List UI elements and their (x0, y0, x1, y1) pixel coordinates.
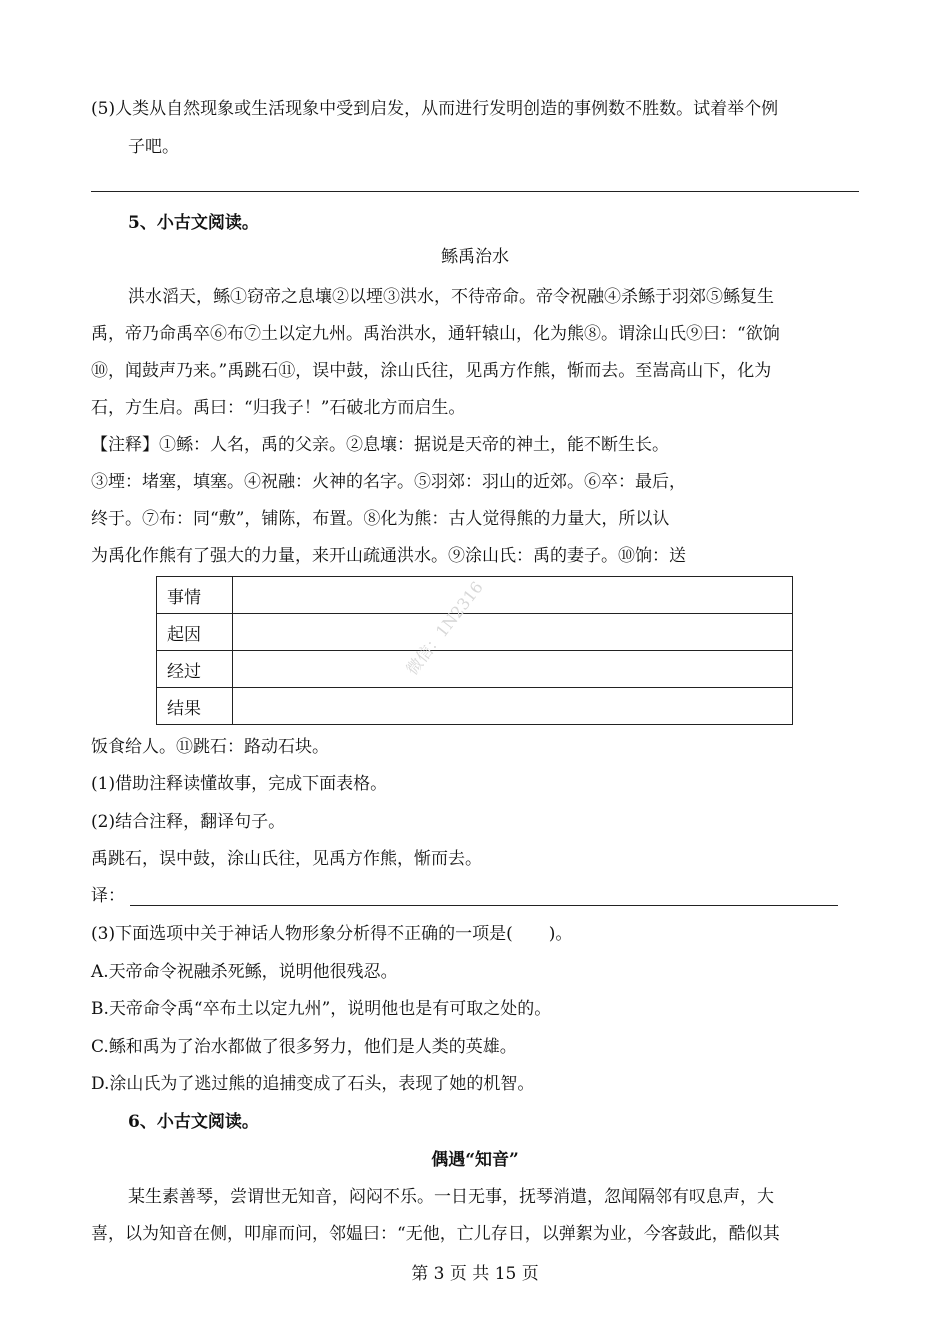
q5-notes-line: 为禹化作熊有了强大的力量，来开山疏通洪水。⑨涂山氏：禹的妻子。⑩饷：送 (91, 546, 686, 566)
page-footer: 第 3 页 共 15 页 (411, 1264, 539, 1284)
q5-passage-line: 石，方生启。禹曰：“归我子！”石破北方而启生。 (91, 398, 466, 418)
translate-label: 译： (91, 886, 125, 906)
q5-sub3-suffix: )。 (548, 924, 573, 944)
answer-line (91, 191, 859, 192)
table-row (157, 688, 793, 725)
q5-sentence: 禹跳石，误中鼓，涂山氏往，见禹方作熊，惭而去。 (91, 849, 482, 869)
q6-passage-line: 喜，以为知音在侧，叩扉而问，邻媪曰：“无他，亡儿存日，以弹絮为业，今客鼓此，酷似其 (91, 1224, 780, 1244)
q5-sub2: (2)结合注释，翻译句子。 (91, 812, 286, 832)
q5-passage-line: 洪水滔天，鲧①窃帝之息壤②以堙③洪水，不待帝命。帝令祝融④杀鲧于羽郊⑤鲧复生 (128, 287, 774, 307)
table-label: 事情 (157, 577, 233, 614)
table-answer-cell[interactable] (233, 688, 793, 725)
q5-notes-end: 饭食给人。⑪跳石：路动石块。 (91, 737, 329, 757)
q5-title: 鲧禹治水 (441, 247, 509, 267)
q5-sub1: (1)借助注释读懂故事，完成下面表格。 (91, 774, 388, 794)
q5-heading: 5、小古文阅读。 (128, 213, 259, 233)
q4-item5-line1: (5)人类从自然现象或生活现象中受到启发，从而进行发明创造的事例数不胜数。试着举个例 (91, 99, 779, 119)
q5-notes-line: 终于。⑦布：同“敷”，铺陈，布置。⑧化为熊：古人觉得熊的力量大，所以认 (91, 509, 670, 529)
q6-title: 偶遇“知音” (431, 1150, 519, 1170)
option-a: A.天帝命令祝融杀死鲧，说明他很残忍。 (91, 962, 398, 982)
table-row (157, 651, 793, 688)
q5-notes-line: ③堙：堵塞，填塞。④祝融：火神的名字。⑤羽郊：羽山的近郊。⑥卒：最后， (91, 472, 686, 492)
q5-sub3 (91, 922, 572, 946)
table-answer-cell[interactable] (233, 577, 793, 614)
translation-answer-line[interactable] (130, 905, 838, 906)
table-answer-cell[interactable] (233, 614, 793, 651)
q5-passage-line: ⑩，闻鼓声乃来。”禹跳石⑪，误中鼓，涂山氏往，见禹方作熊，惭而去。至嵩高山下，化为 (91, 361, 772, 381)
q4-item5-line2: 子吧。 (128, 137, 179, 157)
table-label: 结果 (157, 688, 233, 725)
q5-notes-line: 【注释】①鲧：人名，禹的父亲。②息壤：据说是天帝的神土，能不断生长。 (91, 435, 669, 455)
option-b: B.天帝命令禹“卒布土以定九州”，说明他也是有可取之处的。 (91, 999, 552, 1019)
watermark: 微信：1N2316 (402, 577, 487, 679)
table-answer-cell[interactable] (233, 651, 793, 688)
table-row (157, 614, 793, 651)
q6-heading: 6、小古文阅读。 (128, 1112, 259, 1132)
q5-sub3-prefix: (3)下面选项中关于神话人物形象分析得不正确的一项是( (91, 924, 513, 944)
table-label: 起因 (157, 614, 233, 651)
q5-passage-line: 禹，帝乃命禹卒⑥布⑦土以定九州。禹治洪水，通轩辕山，化为熊⑧。谓涂山氏⑨曰：“欲饷 (91, 324, 780, 344)
q6-passage-line: 某生素善琴，尝谓世无知音，闷闷不乐。一日无事，抚琴消遣，忽闻隔邻有叹息声，大 (128, 1187, 774, 1207)
option-c: C.鲧和禹为了治水都做了很多努力，他们是人类的英雄。 (91, 1037, 517, 1057)
option-d: D.涂山氏为了逃过熊的追捕变成了石头，表现了她的机智。 (91, 1074, 535, 1094)
table-label: 经过 (157, 651, 233, 688)
